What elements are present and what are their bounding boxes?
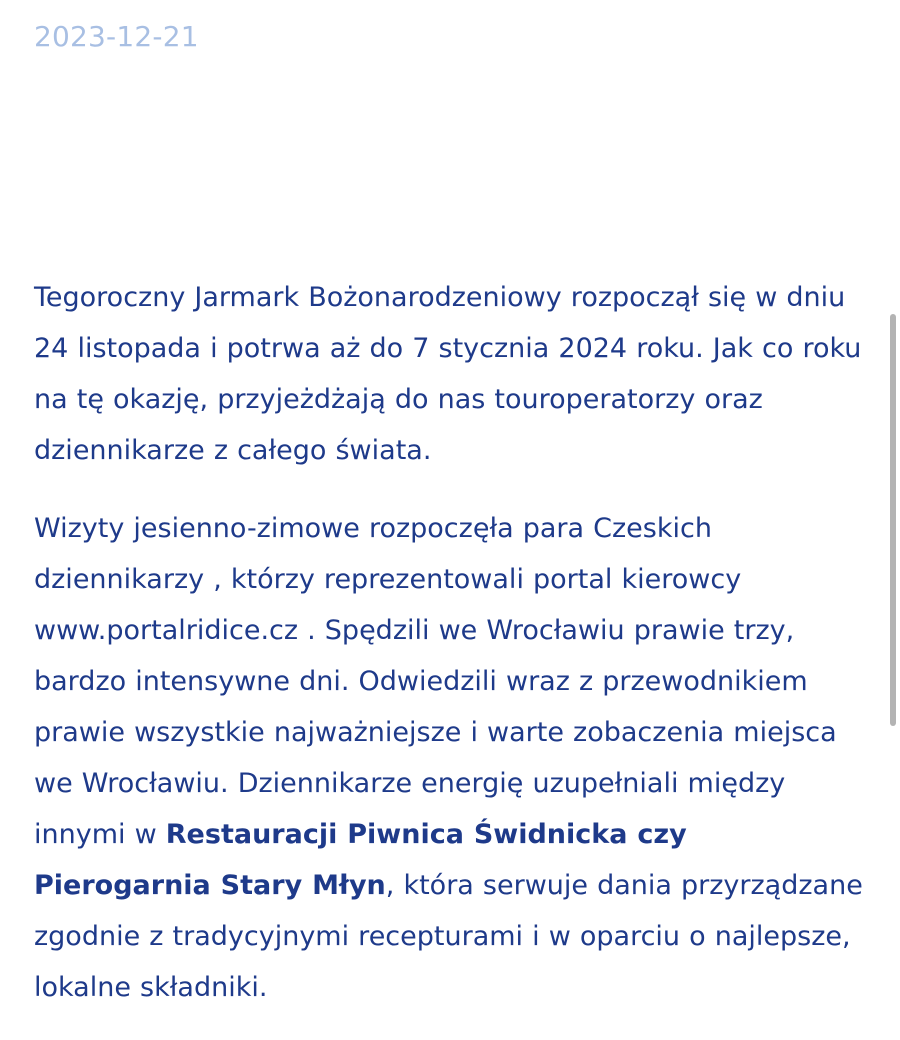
article-paragraph-1: Tegoroczny Jarmark Bożonarodzeniowy rozpoczął się w dniu 24 listopada i potrwa aż do 7 stycznia 2024 roku. Jak co roku na tę okazję, przyjeżdżają do nas touroperatorzy oraz dziennikarze z całego świata. xyxy=(34,282,862,466)
article-paragraph-2 xyxy=(34,503,864,1013)
article-content xyxy=(34,272,864,1040)
paragraph-2-text-after: , która serwuje dania przyrządzane zgodnie z tradycyjnymi recepturami i w oparciu o najlepsze, lokalne składniki. xyxy=(34,870,863,1003)
paragraph-2-text-before: Wizyty jesienno-zimowe rozpoczęła para Czeskich dziennikarzy , którzy reprezentowali portal kierowcy www.portalridice.cz . Spędzili we Wrocławiu prawie trzy, bardzo intensywne dni. Odwiedzili wraz z przewodnikiem prawie wszystkie najważniejsze i warte zobaczenia miejsca we Wrocławiu. Dziennikarze energię uzupełniali między innymi w xyxy=(34,513,837,850)
vertical-scrollbar[interactable] xyxy=(890,314,896,726)
article-date: 2023-12-21 xyxy=(34,20,199,53)
restaurant-names: Restauracji Piwnica Świdnicka czy Pierogarnia Stary Młyn xyxy=(34,819,687,901)
